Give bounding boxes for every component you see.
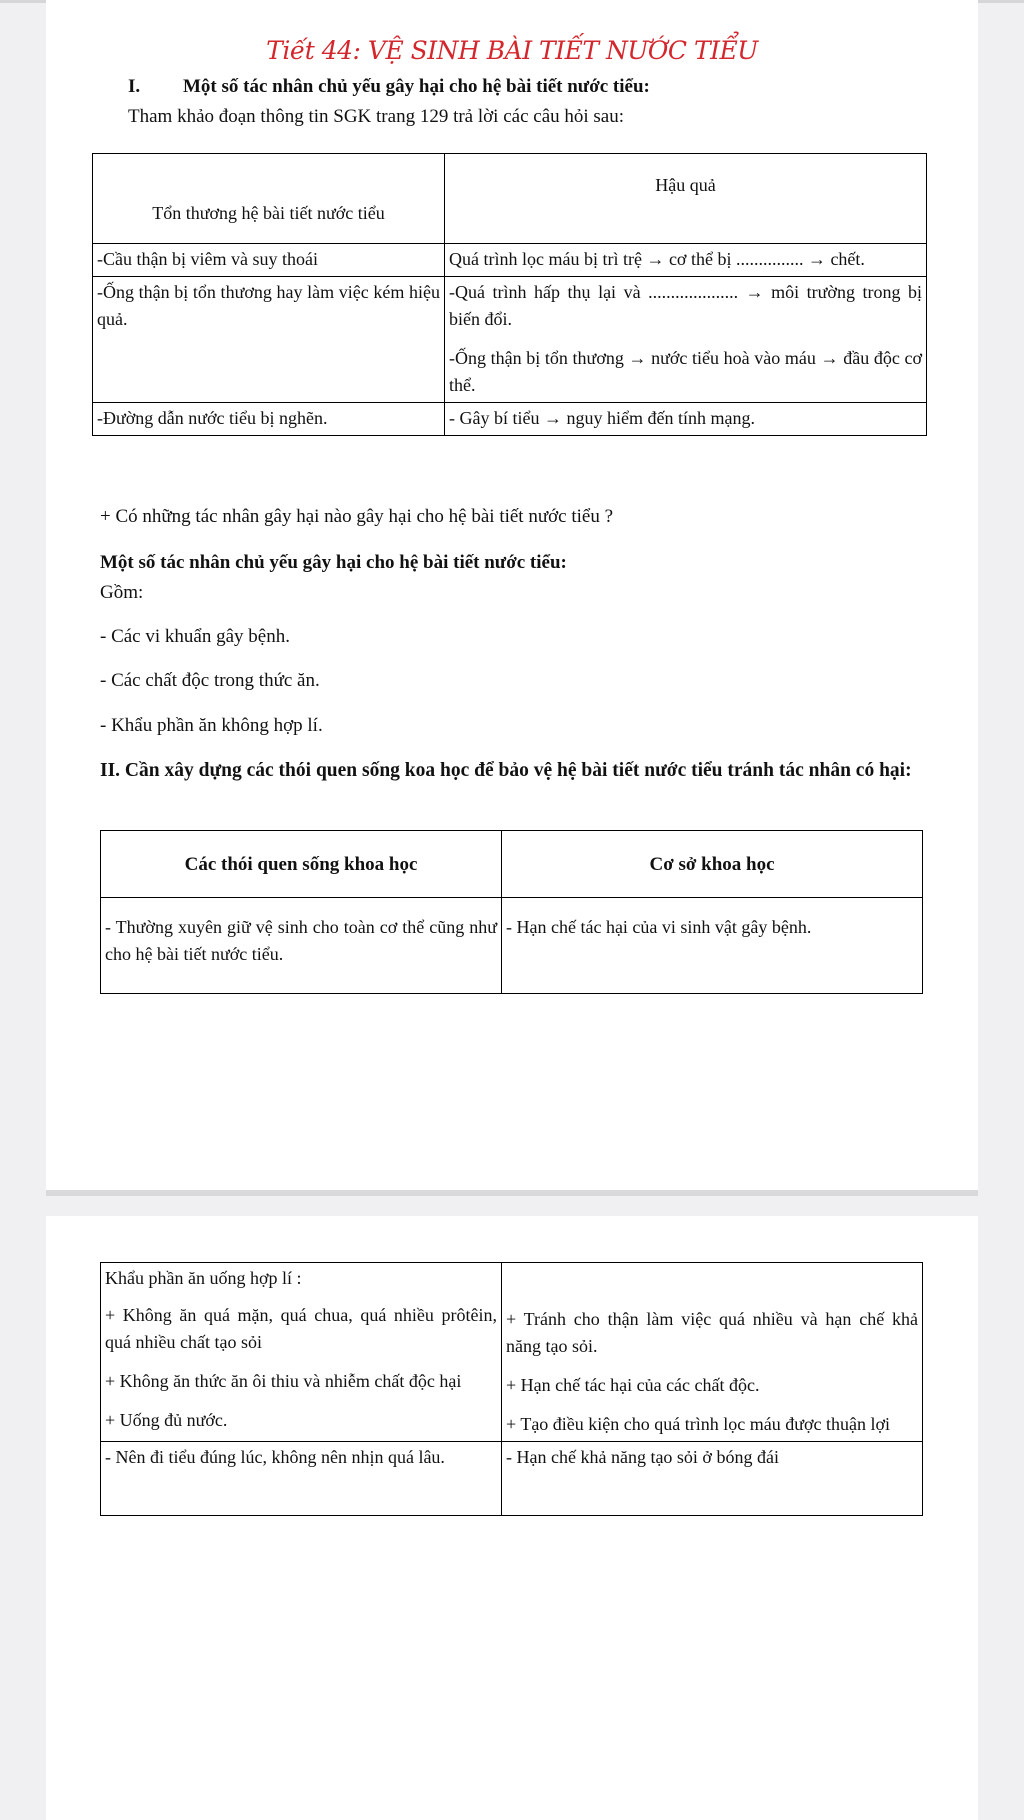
table-cell	[502, 1263, 923, 1442]
table-cell: - Thường xuyên giữ vệ sinh cho toàn cơ thể cũng như cho hệ bài tiết nước tiểu.	[101, 898, 502, 994]
answer-intro: Gồm:	[100, 582, 144, 603]
table-row	[93, 277, 927, 403]
cell-paragraph: + Uống đủ nước.	[105, 1410, 228, 1430]
table-cell: - Nên đi tiểu đúng lúc, không nên nhịn quá lâu.	[101, 1442, 502, 1516]
table-cell: - Gây bí tiểu → nguy hiểm đến tính mạng.	[445, 403, 927, 436]
table-header-row	[101, 831, 923, 898]
table-cell: -Cầu thận bị viêm và suy thoái	[93, 244, 445, 277]
habits-table-continued	[100, 1262, 923, 1516]
table-cell: -Đường dẫn nước tiểu bị nghẽn.	[93, 403, 445, 436]
table-header-cell: Hậu quả	[445, 154, 927, 244]
table-row	[93, 244, 927, 277]
table-header-cell: Các thói quen sống khoa học	[101, 831, 502, 898]
page-title: Tiết 44: VỆ SINH BÀI TIẾT NƯỚC TIỂU	[266, 36, 758, 65]
table-cell	[101, 1263, 502, 1442]
table-row	[101, 1263, 923, 1442]
table-header-row	[93, 154, 927, 244]
table-cell: - Hạn chế khả năng tạo sỏi ở bóng đái	[502, 1442, 923, 1516]
cell-paragraph: + Tạo điều kiện cho quá trình lọc máu được thuận lợi	[506, 1414, 891, 1434]
section-1-instruction: Tham khảo đoạn thông tin SGK trang 129 trả lời các câu hỏi sau:	[128, 106, 625, 127]
cell-paragraph: -Ống thận bị tổn thương → nước tiểu hoà vào máu → đầu độc cơ thể.	[449, 348, 922, 395]
question-text: + Có những tác nhân gây hại nào gây hại cho hệ bài tiết nước tiểu ?	[100, 506, 614, 527]
table-cell: Quá trình lọc máu bị trì trệ → cơ thể bị ............... → chết.	[445, 244, 927, 277]
table-cell: -Ống thận bị tổn thương hay làm việc kém hiệu quả.	[93, 277, 445, 403]
list-item: - Các chất độc trong thức ăn.	[100, 670, 320, 691]
list-item: - Khẩu phần ăn không hợp lí.	[100, 715, 323, 736]
section-2-heading: II. Cần xây dựng các thói quen sống koa học để bảo vệ hệ bài tiết nước tiểu tránh tác nhân có hại:	[100, 760, 912, 781]
document-page-2	[46, 1216, 978, 1820]
cell-paragraph: Khẩu phần ăn uống hợp lí :	[105, 1268, 302, 1288]
section-1-number: I.	[128, 76, 141, 97]
cell-paragraph: + Hạn chế tác hại của các chất độc.	[506, 1375, 760, 1395]
answer-heading: Một số tác nhân chủ yếu gây hại cho hệ bài tiết nước tiểu:	[100, 552, 567, 573]
section-1-heading: Một số tác nhân chủ yếu gây hại cho hệ bài tiết nước tiểu:	[183, 76, 650, 97]
cell-paragraph: -Quá trình hấp thụ lại và .................... → môi trường trong bị biến đổi.	[449, 282, 922, 329]
document-page-1	[46, 0, 978, 1190]
cell-paragraph: + Tránh cho thận làm việc quá nhiều và hạn chế khả năng tạo sỏi.	[506, 1309, 918, 1356]
table-row	[101, 898, 923, 994]
page-separator	[46, 1190, 978, 1196]
cell-paragraph: + Không ăn thức ăn ôi thiu và nhiễm chất độc hại	[105, 1371, 462, 1391]
table-header-cell: Cơ sở khoa học	[502, 831, 923, 898]
table-row	[93, 403, 927, 436]
table-cell: - Hạn chế tác hại của vi sinh vật gây bệnh.	[502, 898, 923, 994]
list-item: - Các vi khuẩn gây bệnh.	[100, 626, 290, 647]
table-row	[101, 1442, 923, 1516]
table-cell	[445, 277, 927, 403]
table-header-cell: Tổn thương hệ bài tiết nước tiểu	[93, 154, 445, 244]
cell-paragraph: + Không ăn quá mặn, quá chua, quá nhiều prôtêin, quá nhiều chất tạo sỏi	[105, 1305, 497, 1352]
damage-consequence-table	[92, 153, 927, 436]
habits-table	[100, 830, 923, 994]
